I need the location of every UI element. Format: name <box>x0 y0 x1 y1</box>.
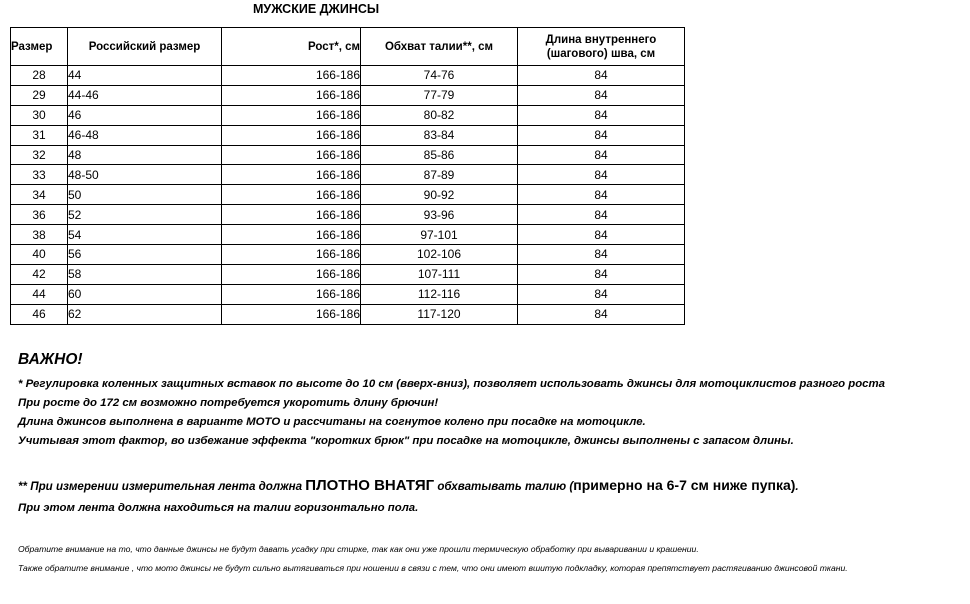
header-height: Рост*, см <box>222 28 361 66</box>
size-table <box>10 27 685 325</box>
cell-waist: 93-96 <box>361 205 518 225</box>
cell-waist: 97-101 <box>361 225 518 245</box>
table-header-row <box>11 28 685 66</box>
cell-waist: 77-79 <box>361 85 518 105</box>
cell-size: 44 <box>11 284 68 304</box>
cell-size: 32 <box>11 145 68 165</box>
table-row <box>11 304 685 324</box>
cell-inseam: 84 <box>518 125 685 145</box>
cell-russian-size: 46 <box>68 105 222 125</box>
cell-size: 40 <box>11 245 68 265</box>
note-tape-horizontal: При этом лента должна находиться на талии горизонтально пола. <box>18 502 419 514</box>
cell-inseam: 84 <box>518 66 685 86</box>
waist-text-3: . <box>795 480 799 493</box>
cell-russian-size: 46-48 <box>68 125 222 145</box>
cell-height: 166-186 <box>222 85 361 105</box>
cell-size: 28 <box>11 66 68 86</box>
cell-waist: 102-106 <box>361 245 518 265</box>
cell-inseam: 84 <box>518 85 685 105</box>
header-russian-size: Российский размер <box>68 28 222 66</box>
cell-inseam: 84 <box>518 284 685 304</box>
cell-russian-size: 44 <box>68 66 222 86</box>
table-row <box>11 125 685 145</box>
table-row <box>11 165 685 185</box>
cell-russian-size: 54 <box>68 225 222 245</box>
cell-height: 166-186 <box>222 304 361 324</box>
page-title: МУЖСКИЕ ДЖИНСЫ <box>253 2 380 16</box>
table-row <box>11 284 685 304</box>
cell-inseam: 84 <box>518 185 685 205</box>
waist-emphasis-below-navel: примерно на 6-7 см ниже пупка) <box>573 477 796 493</box>
note-no-shrink: Обратите внимание на то, что данные джинсы не будут давать усадку при стирке, так как они уже прошли термическую обработку при вываривании и крашении. <box>18 544 699 554</box>
cell-waist: 87-89 <box>361 165 518 185</box>
cell-russian-size: 56 <box>68 245 222 265</box>
note-knee-inserts: * Регулировка коленных защитных вставок по высоте до 10 см (вверх-вниз), позволяет использовать джинсы для мотоциклистов разного роста <box>18 378 885 390</box>
cell-height: 166-186 <box>222 66 361 86</box>
waist-text-1: ** При измерении измерительная лента должна <box>18 480 306 493</box>
waist-text-2: обхватывать талию ( <box>434 480 574 493</box>
header-inseam: Длина внутреннего (шагового) шва, см <box>518 28 685 66</box>
cell-size: 30 <box>11 105 68 125</box>
cell-height: 166-186 <box>222 185 361 205</box>
important-heading: ВАЖНО! <box>18 351 83 368</box>
cell-height: 166-186 <box>222 145 361 165</box>
cell-size: 29 <box>11 85 68 105</box>
cell-waist: 85-86 <box>361 145 518 165</box>
cell-size: 38 <box>11 225 68 245</box>
cell-size: 31 <box>11 125 68 145</box>
cell-waist: 117-120 <box>361 304 518 324</box>
table-row <box>11 66 685 86</box>
note-waist-measure <box>18 477 799 494</box>
cell-height: 166-186 <box>222 105 361 125</box>
cell-inseam: 84 <box>518 105 685 125</box>
cell-size: 46 <box>11 304 68 324</box>
cell-waist: 112-116 <box>361 284 518 304</box>
cell-height: 166-186 <box>222 284 361 304</box>
cell-waist: 83-84 <box>361 125 518 145</box>
header-size: Размер <box>11 28 68 66</box>
cell-inseam: 84 <box>518 304 685 324</box>
cell-size: 36 <box>11 205 68 225</box>
cell-russian-size: 48 <box>68 145 222 165</box>
table-row <box>11 185 685 205</box>
cell-inseam: 84 <box>518 145 685 165</box>
cell-waist: 107-111 <box>361 264 518 284</box>
cell-height: 166-186 <box>222 125 361 145</box>
table-row <box>11 264 685 284</box>
cell-waist: 74-76 <box>361 66 518 86</box>
note-moto-length: Длина джинсов выполнена в варианте МОТО и рассчитаны на согнутое колено при посадке на мотоцикле. <box>18 416 646 428</box>
cell-waist: 90-92 <box>361 185 518 205</box>
table-row <box>11 205 685 225</box>
cell-height: 166-186 <box>222 264 361 284</box>
table-row <box>11 105 685 125</box>
cell-inseam: 84 <box>518 165 685 185</box>
cell-size: 42 <box>11 264 68 284</box>
cell-russian-size: 50 <box>68 185 222 205</box>
waist-emphasis-tight: ПЛОТНО ВНАТЯГ <box>305 477 435 494</box>
cell-russian-size: 48-50 <box>68 165 222 185</box>
cell-inseam: 84 <box>518 225 685 245</box>
cell-height: 166-186 <box>222 225 361 245</box>
cell-waist: 80-82 <box>361 105 518 125</box>
cell-height: 166-186 <box>222 245 361 265</box>
cell-inseam: 84 <box>518 264 685 284</box>
cell-size: 34 <box>11 185 68 205</box>
cell-height: 166-186 <box>222 165 361 185</box>
table-row <box>11 245 685 265</box>
cell-inseam: 84 <box>518 205 685 225</box>
cell-inseam: 84 <box>518 245 685 265</box>
cell-russian-size: 60 <box>68 284 222 304</box>
cell-russian-size: 44-46 <box>68 85 222 105</box>
cell-size: 33 <box>11 165 68 185</box>
table-row <box>11 225 685 245</box>
note-shorten-legs: При росте до 172 см возможно потребуется укоротить длину брючин! <box>18 397 439 409</box>
table-row <box>11 85 685 105</box>
cell-russian-size: 58 <box>68 264 222 284</box>
header-waist: Обхват талии**, см <box>361 28 518 66</box>
cell-height: 166-186 <box>222 205 361 225</box>
note-extra-length: Учитывая этот фактор, во избежание эффекта "коротких брюк" при посадке на мотоцикле, джинсы выполнены с запасом длины. <box>18 435 794 447</box>
table-body <box>11 66 685 325</box>
cell-russian-size: 62 <box>68 304 222 324</box>
note-no-stretch: Также обратите внимание , что мото джинсы не будут сильно вытягиваться при ношении в связи с тем, что они имеют вшитую подкладку, которая препятствует растягиванию джинсовой ткани. <box>18 563 848 573</box>
cell-russian-size: 52 <box>68 205 222 225</box>
table-row <box>11 145 685 165</box>
